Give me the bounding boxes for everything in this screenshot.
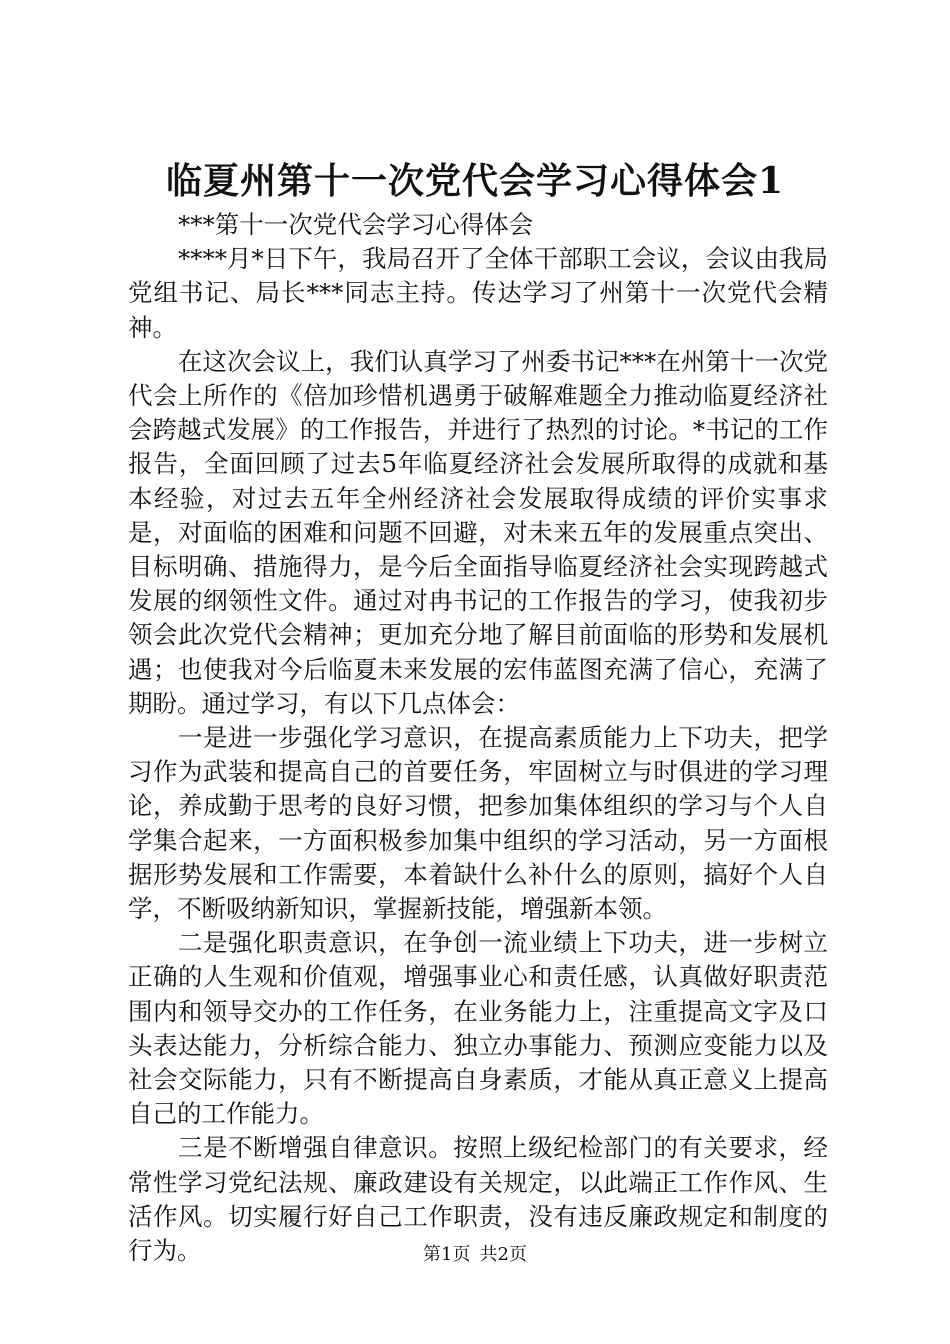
report-paragraph: 在这次会议上，我们认真学习了州委书记***在州第十一次党代会上所作的《倍加珍惜机遇勇于破解难题全力推动临夏经济社会跨越式发展》的工作报告，并进行了热烈的讨论。*书记的工作报告，全面回顾了过去5年临夏经济社会发展所取得的成就和基本经验，对过去五年全州经济社会发展取得成绩的评价实事求是，对面临的困难和问题不回避，对未来五年的发展重点突出、目标明确、措施得力，是今后全面指导临夏经济社会实现跨越式发展的纲领性文件。通过对冉书记的工作报告的学习，使我初步领会此次党代会精神；更加充分地了解目前面临的形势和发展机遇；也使我对今后临夏未来发展的宏伟蓝图充满了信心，充满了期盼。通过学习，有以下几点体会： bbox=[128, 346, 828, 718]
meeting-paragraph: ****月*日下午，我局召开了全体干部职工会议，会议由我局党组书记、局长***同志主持。传达学习了州第十一次党代会精神。 bbox=[128, 244, 828, 342]
document-title: 临夏州第十一次党代会学习心得体会1 bbox=[165, 160, 785, 202]
document-body bbox=[128, 208, 828, 1268]
point-two-paragraph: 二是强化职责意识，在争创一流业绩上下功夫，进一步树立正确的人生观和价值观，增强事业心和责任感，认真做好职责范围内和领导交办的工作任务，在业务能力上，注重提高文字及口头表达能力，分析综合能力、独立办事能力、预测应变能力以及社会交际能力，只有不断提高自身素质，才能从真正意义上提高自己的工作能力。 bbox=[128, 928, 828, 1129]
page-footer bbox=[0, 1243, 950, 1267]
page-total: 共2页 bbox=[479, 1244, 527, 1265]
page-number: 第1页 bbox=[423, 1244, 471, 1265]
point-three-paragraph: 三是不断增强自律意识。按照上级纪检部门的有关要求，经常性学习党纪法规、廉政建设有关规定，以此端正工作作风、生活作风。切实履行好自己工作职责，没有违反廉政规定和制度的行为。 bbox=[128, 1133, 828, 1266]
subtitle-paragraph: ***第十一次党代会学习心得体会 bbox=[178, 210, 534, 239]
point-one-paragraph: 一是进一步强化学习意识，在提高素质能力上下功夫，把学习作为武装和提高自己的首要任务，牢固树立与时俱进的学习理论，养成勤于思考的良好习惯，把参加集体组织的学习与个人自学集合起来，一方面积极参加集中组织的学习活动，另一方面根据形势发展和工作需要，本着缺什么补什么的原则，搞好个人自学，不断吸纳新知识，掌握新技能，增强新本领。 bbox=[128, 723, 828, 924]
